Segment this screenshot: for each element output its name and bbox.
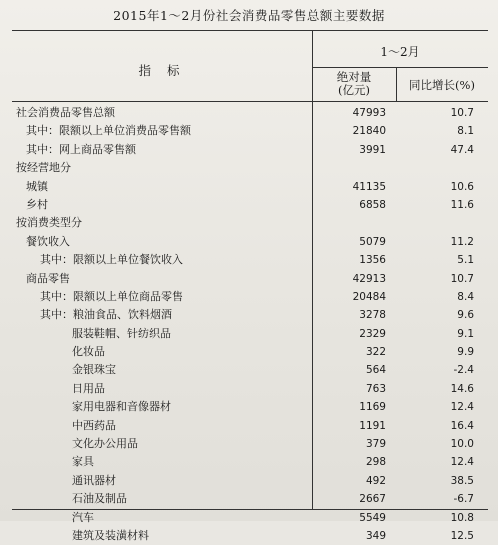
table-row [12,104,488,122]
row-label: 建筑及装潢材料 [72,528,149,542]
row-label: 其中：粮油食品、饮料烟酒 [40,308,172,322]
row-yoy: 10.0 [450,438,474,451]
row-yoy: 11.2 [450,235,474,248]
row-value: 2329 [359,327,386,340]
row-value: 21840 [352,125,386,138]
header-period: 1～2月 [380,45,420,59]
row-value: 3278 [359,309,386,322]
row-yoy: 12.4 [450,456,474,469]
row-label: 中西药品 [72,418,116,432]
row-yoy: 8.1 [457,125,474,138]
row-value: 564 [365,364,386,377]
row-label: 家用电器和音像器材 [72,400,171,414]
page-title: 2015年1～2月份社会消费品零售总额主要数据 [113,8,385,23]
table-row [12,306,488,324]
row-label: 餐饮收入 [26,234,70,248]
row-value: 42913 [352,272,386,285]
row-yoy: 9.1 [457,327,474,340]
row-label: 社会消费品零售总额 [16,106,115,119]
row-label: 通讯器材 [72,473,116,487]
row-label: 其中：限额以上单位消费品零售额 [26,124,191,138]
row-yoy: 10.7 [450,272,474,285]
header-absolute-line-1: 绝对量 [336,70,372,84]
row-yoy: 10.8 [450,511,474,524]
row-label: 其中：限额以上单位餐饮收入 [40,253,183,267]
row-yoy: 8.4 [457,290,474,303]
row-label: 城镇 [26,179,48,193]
row-yoy: 12.4 [450,401,474,414]
table-row [12,178,488,196]
row-value: 298 [365,456,386,469]
table-row [12,159,488,177]
row-yoy: 38.5 [450,474,474,487]
table-row [12,214,488,232]
row-yoy: -6.7 [453,493,474,506]
table-row [12,417,488,435]
row-value: 1169 [359,401,386,414]
row-label: 石油及制品 [72,492,127,506]
table-row [12,361,488,379]
row-label: 日用品 [72,381,105,395]
row-value: 379 [365,438,386,451]
row-yoy: 5.1 [457,254,474,267]
table-row [12,509,488,527]
row-label: 文化办公用品 [72,437,138,451]
row-value: 1356 [359,254,386,267]
table-row [12,398,488,416]
row-label: 乡村 [26,197,48,211]
table-row [12,380,488,398]
row-yoy: 11.6 [450,198,474,211]
row-value: 5079 [359,235,386,248]
header-absolute-line-2: (亿元) [338,83,370,97]
row-value: 5549 [359,511,386,524]
table-row [12,527,488,545]
header-rule-1 [312,67,488,68]
table-row [12,490,488,508]
table-row [12,288,488,306]
data-table [12,30,488,542]
table-row [12,251,488,269]
row-yoy: 10.6 [450,180,474,193]
header-absolute [312,71,396,97]
row-label: 家具 [72,455,94,469]
row-value: 349 [365,529,386,542]
row-label: 金银珠宝 [72,363,116,377]
row-yoy: 14.6 [450,382,474,395]
row-label: 按消费类型分 [16,216,82,230]
table-row [12,453,488,471]
table-row [12,270,488,288]
table-row [12,122,488,140]
row-yoy: -2.4 [453,364,474,377]
row-value: 1191 [359,419,386,432]
table-row [12,325,488,343]
row-value: 763 [365,382,386,395]
row-yoy: 9.6 [457,309,474,322]
row-value: 3991 [359,143,386,156]
row-yoy: 10.7 [450,107,474,119]
header-rule-2 [12,101,488,102]
row-label: 服装鞋帽、针纺织品 [72,326,171,340]
row-label: 化妆品 [72,345,105,359]
row-value: 6858 [359,198,386,211]
row-yoy: 47.4 [450,143,474,156]
table-row [12,435,488,453]
row-value: 322 [365,346,386,359]
table-body [12,104,488,545]
table-row [12,343,488,361]
table-row [12,196,488,214]
row-value: 20484 [352,290,386,303]
header-indicator: 指 标 [138,63,186,78]
row-value: 47993 [352,107,386,119]
row-value: 492 [365,474,386,487]
row-label: 其中：网上商品零售额 [26,142,136,156]
row-label: 其中：限额以上单位商品零售 [40,289,183,303]
row-label: 商品零售 [26,271,70,285]
row-value: 2667 [359,493,386,506]
header-yoy: 同比增长(%) [409,78,475,92]
table-row [12,472,488,490]
row-yoy: 16.4 [450,419,474,432]
row-value: 41135 [352,180,386,193]
row-label: 按经营地分 [16,161,71,175]
table-row [12,233,488,251]
row-yoy: 9.9 [457,346,474,359]
row-label: 汽车 [72,510,94,524]
row-yoy: 12.5 [450,529,474,542]
table-row [12,141,488,159]
